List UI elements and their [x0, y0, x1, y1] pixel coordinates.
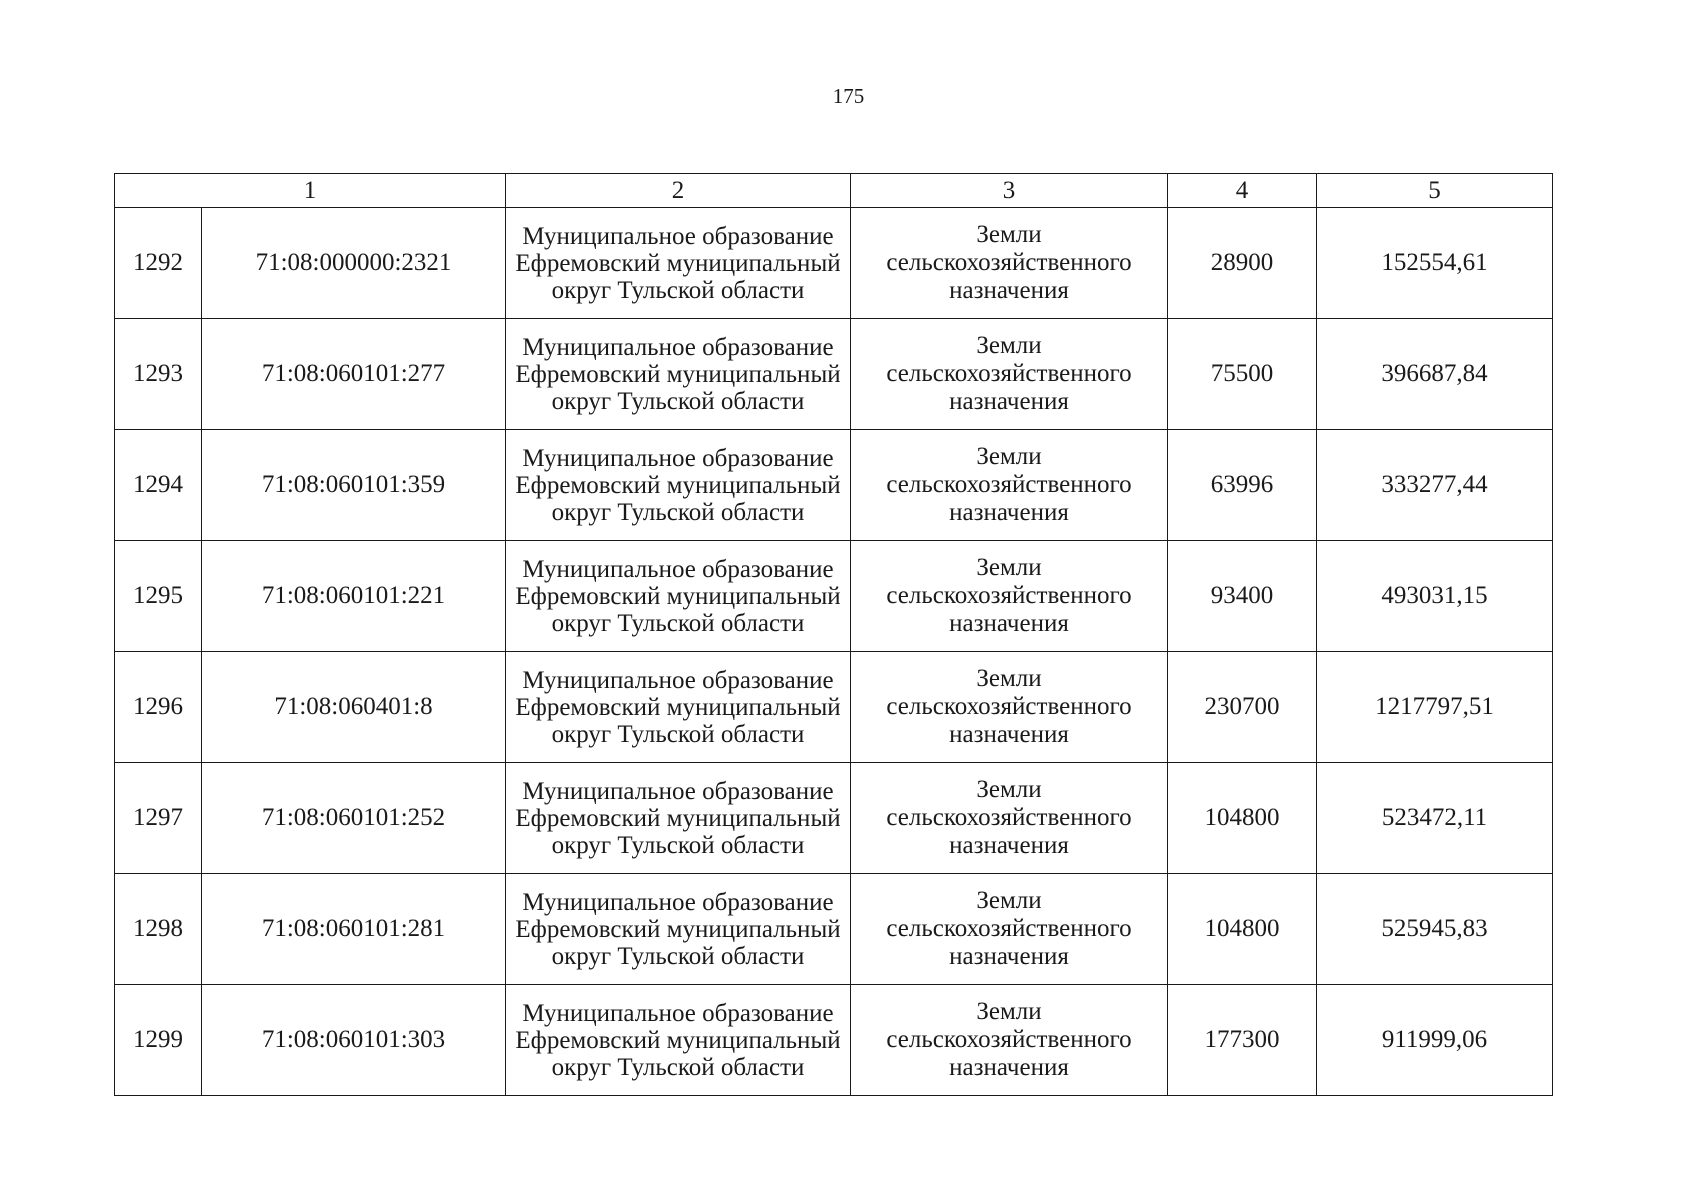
- area-cell: 75500: [1168, 319, 1317, 430]
- table-body: [115, 174, 1553, 1096]
- cadastral-value-cell: 493031,15: [1317, 541, 1553, 652]
- cadastral-number-cell: 71:08:060101:281: [202, 874, 506, 985]
- row-number-cell: 1293: [115, 319, 202, 430]
- row-number-cell: 1298: [115, 874, 202, 985]
- table-row: [115, 652, 1553, 763]
- owner-cell: Муниципальное образование Ефремовский муниципальный округ Тульской области: [506, 541, 851, 652]
- cadastral-number-cell: 71:08:060101:303: [202, 985, 506, 1096]
- owner-cell: Муниципальное образование Ефремовский муниципальный округ Тульской области: [506, 652, 851, 763]
- header-col-2: 2: [506, 174, 851, 208]
- table-row: [115, 319, 1553, 430]
- cadastral-number-cell: 71:08:060101:252: [202, 763, 506, 874]
- cadastral-value-cell: 911999,06: [1317, 985, 1553, 1096]
- area-cell: 28900: [1168, 208, 1317, 319]
- land-category-cell: Земли сельскохозяйственного назначения: [851, 319, 1168, 430]
- table-header-row: [115, 174, 1553, 208]
- land-category-cell: Земли сельскохозяйственного назначения: [851, 985, 1168, 1096]
- land-plots-table: [114, 173, 1553, 1096]
- row-number-cell: 1295: [115, 541, 202, 652]
- table-row: [115, 874, 1553, 985]
- table-row: [115, 763, 1553, 874]
- owner-cell: Муниципальное образование Ефремовский муниципальный округ Тульской области: [506, 874, 851, 985]
- owner-cell: Муниципальное образование Ефремовский муниципальный округ Тульской области: [506, 319, 851, 430]
- header-col-5: 5: [1317, 174, 1553, 208]
- cadastral-number-cell: 71:08:060101:359: [202, 430, 506, 541]
- land-category-cell: Земли сельскохозяйственного назначения: [851, 763, 1168, 874]
- owner-cell: Муниципальное образование Ефремовский муниципальный округ Тульской области: [506, 430, 851, 541]
- owner-cell: Муниципальное образование Ефремовский муниципальный округ Тульской области: [506, 985, 851, 1096]
- header-col-3: 3: [851, 174, 1168, 208]
- land-category-cell: Земли сельскохозяйственного назначения: [851, 874, 1168, 985]
- header-col-1: 1: [115, 174, 506, 208]
- area-cell: 177300: [1168, 985, 1317, 1096]
- cadastral-value-cell: 525945,83: [1317, 874, 1553, 985]
- cadastral-value-cell: 333277,44: [1317, 430, 1553, 541]
- row-number-cell: 1299: [115, 985, 202, 1096]
- row-number-cell: 1297: [115, 763, 202, 874]
- row-number-cell: 1292: [115, 208, 202, 319]
- cadastral-number-cell: 71:08:060101:277: [202, 319, 506, 430]
- cadastral-number-cell: 71:08:060101:221: [202, 541, 506, 652]
- land-category-cell: Земли сельскохозяйственного назначения: [851, 652, 1168, 763]
- owner-cell: Муниципальное образование Ефремовский муниципальный округ Тульской области: [506, 763, 851, 874]
- cadastral-value-cell: 152554,61: [1317, 208, 1553, 319]
- area-cell: 63996: [1168, 430, 1317, 541]
- cadastral-value-cell: 523472,11: [1317, 763, 1553, 874]
- land-category-cell: Земли сельскохозяйственного назначения: [851, 541, 1168, 652]
- cadastral-value-cell: 1217797,51: [1317, 652, 1553, 763]
- table-row: [115, 541, 1553, 652]
- area-cell: 104800: [1168, 874, 1317, 985]
- area-cell: 230700: [1168, 652, 1317, 763]
- owner-cell: Муниципальное образование Ефремовский муниципальный округ Тульской области: [506, 208, 851, 319]
- table-row: [115, 208, 1553, 319]
- land-category-cell: Земли сельскохозяйственного назначения: [851, 208, 1168, 319]
- cadastral-value-cell: 396687,84: [1317, 319, 1553, 430]
- cadastral-number-cell: 71:08:000000:2321: [202, 208, 506, 319]
- table-row: [115, 430, 1553, 541]
- land-category-cell: Земли сельскохозяйственного назначения: [851, 430, 1168, 541]
- page-number: 175: [832, 84, 865, 108]
- area-cell: 104800: [1168, 763, 1317, 874]
- row-number-cell: 1294: [115, 430, 202, 541]
- row-number-cell: 1296: [115, 652, 202, 763]
- table-row: [115, 985, 1553, 1096]
- cadastral-number-cell: 71:08:060401:8: [202, 652, 506, 763]
- area-cell: 93400: [1168, 541, 1317, 652]
- header-col-4: 4: [1168, 174, 1317, 208]
